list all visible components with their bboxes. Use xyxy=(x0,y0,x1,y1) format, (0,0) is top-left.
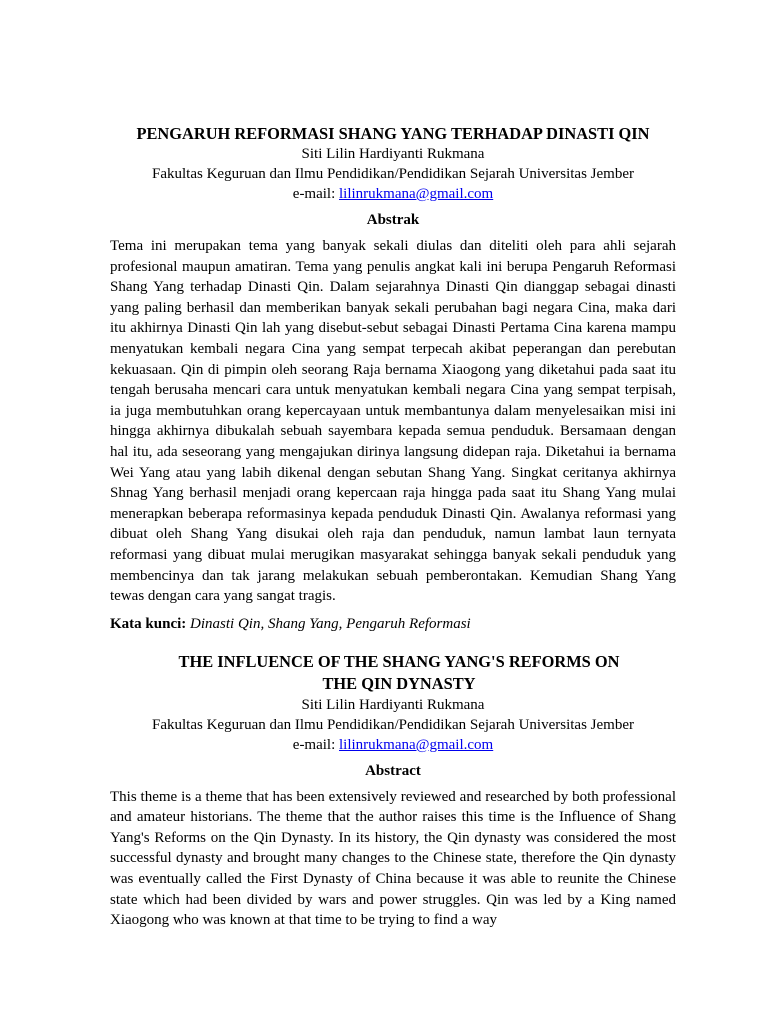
paper-title-indonesian: PENGARUH REFORMASI SHANG YANG TERHADAP DINASTI QIN xyxy=(136,124,650,143)
abstract-heading-indonesian: Abstrak xyxy=(366,212,420,228)
keywords-label: Kata kunci: xyxy=(110,615,187,632)
indonesian-section xyxy=(110,124,676,634)
author-name-english: Siti Lilin Hardiyanti Rukmana xyxy=(301,696,485,713)
english-section xyxy=(110,651,676,931)
email-link[interactable]: lilinrukmana@gmail.com xyxy=(339,186,494,202)
abstract-body-english: This theme is a theme that has been extensively reviewed and researched by both professional and amateur historians. The theme that the author raises this time is the Influence of Shang Yang's Reforms on the Qin Dynasty. In its history, the Qin dynasty was considered the most successful dynasty and brought many changes to the Chinese state, therefore the Qin dynasty was eventually called the First Dynasty of China because it was able to reunite the Chinese state which had been divided by wars and power struggles. Qin was led by a King named Xiaogong who was known at that time to be trying to find a way xyxy=(110,788,676,929)
author-email-line-english xyxy=(110,735,676,755)
email-prefix-english: e-mail: xyxy=(292,736,340,753)
paper-title-english: THE INFLUENCE OF THE SHANG YANG'S REFORMS ON THE QIN DYNASTY xyxy=(178,651,620,693)
keywords-line xyxy=(110,614,676,634)
email-link-english[interactable]: lilinrukmana@gmail.com xyxy=(339,736,494,753)
author-affiliation-english: Fakultas Keguruan dan Ilmu Pendidikan/Pendidikan Sejarah Universitas Jember xyxy=(152,716,634,733)
author-name: Siti Lilin Hardiyanti Rukmana xyxy=(301,146,485,162)
paper-page xyxy=(110,118,676,931)
abstract-body-indonesian: Tema ini merupakan tema yang banyak sekali diulas dan diteliti oleh para ahli sejarah profesional maupun amatiran. Tema yang penulis angkat kali ini berupa Pengaruh Reformasi Shang Yang terhadap Dinasti Qin. Dalam sejarahnya Dinasti Qin dianggap sebagai dinasti yang paling berhasil dan memberikan banyak sekali perubahan bagi negara Cina, maka dari itu akhirnya Dinasti Qin lah yang disebut-sebut sebagai Dinasti Pertama Cina karena mampu menyatukan kembali negara Cina yang sempat terpecah akibat peperangan dan perebutan kekuasaan. Qin di pimpin oleh seorang Raja bernama Xiaogong yang diketahui pada saat itu tengah berusaha mencari cara untuk menyatukan kembali negara Cina yang sempat terpisah, ia juga membutuhkan orang kepercayaan untuk membantunya dalam menyelesaikan misi ini hingga akhirnya dibukalah sebuah sayembara kepada semua penduduk. Bersamaan dengan hal itu, ada seseorang yang mengajukan dirinya langsung didepan raja. Diketahui ia bernama Wei Yang atau yang labih dikenal dengan sebutan Shang Yang. Singkat ceritanya akhirnya Shnag Yang berhasil menjadi orang kepercaan raja hingga pada saat itu Shang Yang mulai menerapkan beberapa reformasinya kepada penduduk Dinasti Qin. Awalanya reformasi yang dibuat oleh Shang Yang disukai oleh raja dan penduduk, namun lambat laun ternyata reformasi yang dibuat mulai merugikan masyarakat sehingga banyak sekali penduduk yang membencinya dan tak jarang melakukan sebuah pemberontakan. Kemudian Shang Yang tewas dengan cara yang sangat tragis. xyxy=(110,238,676,605)
abstract-heading-english: Abstract xyxy=(365,762,421,779)
author-email-line xyxy=(110,184,676,204)
email-prefix: e-mail: xyxy=(292,186,340,202)
author-affiliation: Fakultas Keguruan dan Ilmu Pendidikan/Pendidikan Sejarah Universitas Jember xyxy=(152,166,634,182)
keywords-values: Dinasti Qin, Shang Yang, Pengaruh Reformasi xyxy=(186,615,471,632)
